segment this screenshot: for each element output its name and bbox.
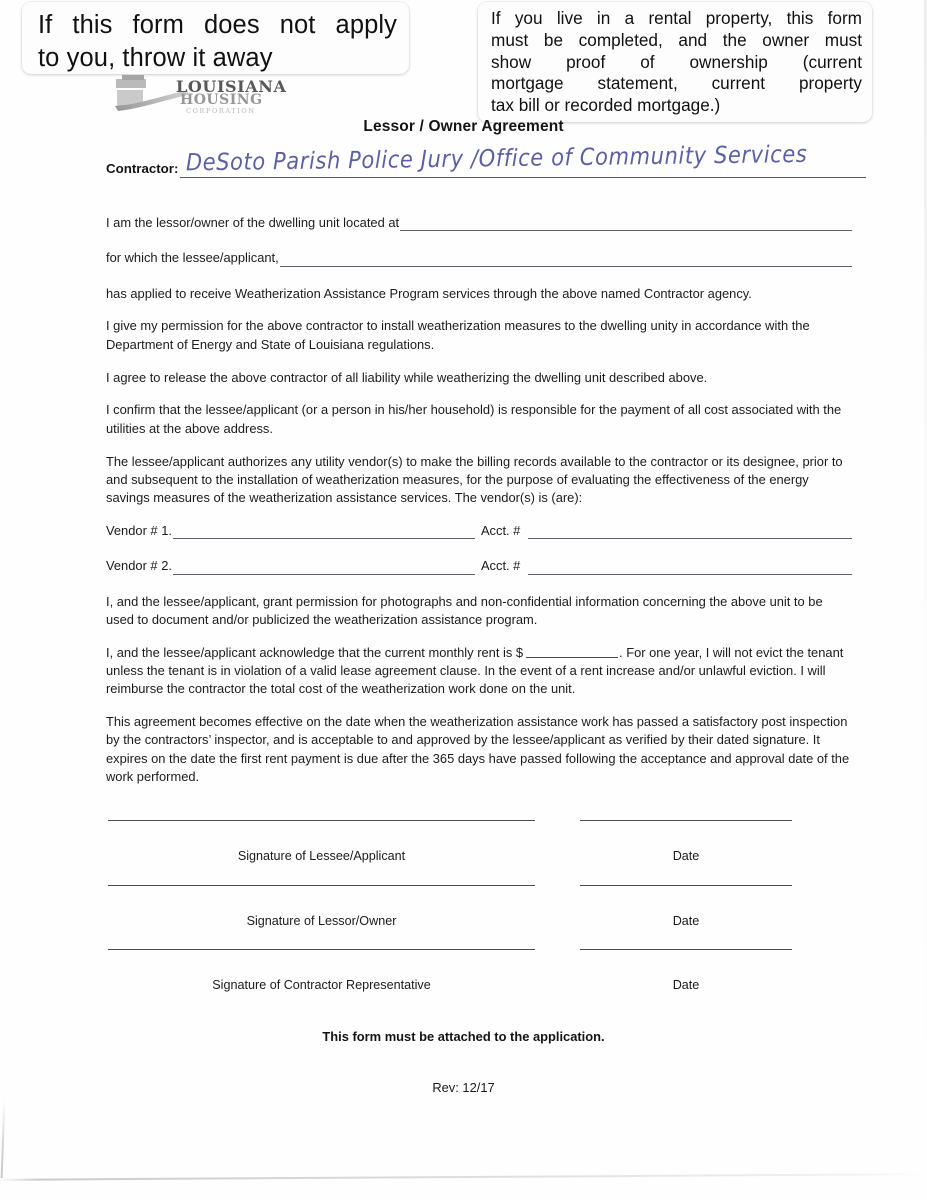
vendor-1-acct-input-line[interactable] — [528, 524, 852, 539]
paragraph-release: I agree to release the above contractor of all liability while weatherizing the dwelling unit described above. — [106, 369, 708, 385]
sticky-note-right-line-5: tax bill or recorded mortgage.) — [491, 95, 721, 115]
louisiana-housing-logo — [114, 70, 292, 120]
lessee-date-line[interactable] — [580, 820, 792, 821]
lessee-signature-line[interactable] — [108, 820, 535, 821]
vendor-1-acct-label: Acct. # — [480, 522, 521, 538]
dwelling-address-row — [106, 214, 852, 232]
lessee-name-input-line[interactable] — [280, 252, 852, 267]
sticky-note-left-line-1: If this form does not apply — [38, 11, 397, 39]
svg-text:HOUSING: HOUSING — [180, 92, 263, 108]
rent-clause-prefix: I, and the lessee/applicant acknowledge that the current monthly rent is $ — [106, 644, 524, 660]
lessor-signature-caption: Signature of Lessor/Owner — [246, 913, 397, 928]
lessee-signature-caption: Signature of Lessee/Applicant — [237, 849, 406, 863]
dwelling-address-label: I am the lessor/owner of the dwelling unit located at — [106, 215, 400, 230]
lessor-date-caption: Date — [672, 913, 700, 928]
vendor-2-label: Vendor # 2. — [106, 558, 172, 574]
contractor-input-line[interactable] — [180, 140, 866, 178]
sticky-note-right-line-2: must be completed, and the owner must — [491, 29, 862, 50]
lessee-date-caption: Date — [672, 849, 700, 863]
form-title: Lessor / Owner Agreement — [363, 118, 564, 135]
vendor-row-2 — [106, 557, 852, 575]
lessee-name-row — [106, 249, 852, 267]
paragraph-permission: I give my permission for the above contractor to install weatherization measures to the dwelling unity in accordance with the Department of Energy and State of Louisiana regulations. — [106, 318, 810, 352]
vendor-2-acct-label: Acct. # — [480, 558, 521, 574]
contractor-date-caption: Date — [672, 978, 700, 992]
footer-revision: Rev: 12/17 — [432, 1080, 495, 1095]
vendor-2-acct-input-line[interactable] — [528, 560, 852, 575]
paragraph-confirm-utilities: I confirm that the lessee/applicant (or a person in his/her household) is responsible for the payment of all cost associated with the utilities at the above address. — [106, 402, 842, 436]
monthly-rent-input-blank[interactable] — [526, 646, 618, 658]
vendor-1-label: Vendor # 1. — [106, 522, 172, 538]
sticky-note-rental-instruction — [478, 2, 872, 122]
sticky-note-right-line-4: mortgage statement, current property — [491, 73, 862, 94]
scan-page-corner-shadow — [1, 1100, 6, 1178]
svg-text:LOUISIANA: LOUISIANA — [176, 77, 287, 96]
dwelling-address-input-line[interactable] — [400, 216, 852, 231]
scan-page-edge-shadow — [0, 1173, 927, 1181]
vendor-1-input-line[interactable] — [173, 524, 475, 539]
paragraph-monthly-rent — [106, 644, 852, 699]
contractor-handwritten-value: DeSoto Parish Police Jury /Office of Community Services — [186, 140, 808, 176]
paragraph-effective-dates: This agreement becomes effective on the date when the weatherization assistance work has passed a satisfactory post inspection by the contractors’ inspector, and is acceptable to and approved by the lessee/applicant as verified by their dated signature. It expires on the date the first rent payment is due after the 365 days have passed following the acceptance and approval date of the work performed. — [106, 714, 850, 785]
contractor-field-row — [106, 140, 866, 178]
contractor-label: Contractor: — [106, 161, 179, 176]
lessee-name-label: for which the lessee/applicant, — [106, 250, 279, 266]
vendor-row-1 — [106, 522, 852, 540]
sticky-note-left-line-2: to you, throw it away — [38, 43, 273, 72]
sticky-note-discard-instruction — [22, 2, 409, 74]
lessor-signature-line[interactable] — [108, 885, 535, 886]
svg-text:CORPORATION: CORPORATION — [186, 107, 256, 115]
paragraph-vendor-authorization: The lessee/applicant authorizes any utility vendor(s) to make the billing records available to the contractor or its designee, prior to and subsequent to the installation of weatherization measures, for the purpose of evaluating the effectiveness of the energy savings measures of the weatherization assistance services. The vendor(s) is (are): — [106, 453, 843, 506]
signature-row-contractor — [0, 949, 927, 1014]
contractor-signature-caption: Signature of Contractor Representative — [212, 978, 431, 992]
form-body — [106, 214, 852, 801]
paragraph-photo-permission: I, and the lessee/applicant, grant permission for photographs and non-confidential information concerning the above unit to be used to document and/or publicized the weatherization assistance program. — [106, 593, 823, 627]
signature-row-lessee — [0, 820, 927, 885]
rent-clause-suffix: . For one year, I will not evict the tenant unless the tenant is in violation of a valid lease agreement clause. In the event of a rent increase and/or unlawful eviction. I will reimburse the contractor the total cost of the weatherization work done on the unit. — [106, 644, 844, 697]
contractor-date-line[interactable] — [580, 949, 792, 950]
sticky-note-right-line-3: show proof of ownership (current — [491, 51, 862, 72]
vendor-2-input-line[interactable] — [173, 560, 475, 575]
lessor-date-line[interactable] — [580, 885, 792, 886]
paragraph-applied: has applied to receive Weatherization Assistance Program services through the above named Contractor agency. — [106, 285, 752, 301]
contractor-signature-line[interactable] — [108, 949, 535, 950]
footer-attach-notice: This form must be attached to the application. — [322, 1029, 605, 1044]
sticky-note-right-line-1: If you live in a rental property, this form — [491, 8, 862, 28]
signature-block — [0, 820, 927, 1014]
signature-row-lessor — [0, 885, 927, 950]
